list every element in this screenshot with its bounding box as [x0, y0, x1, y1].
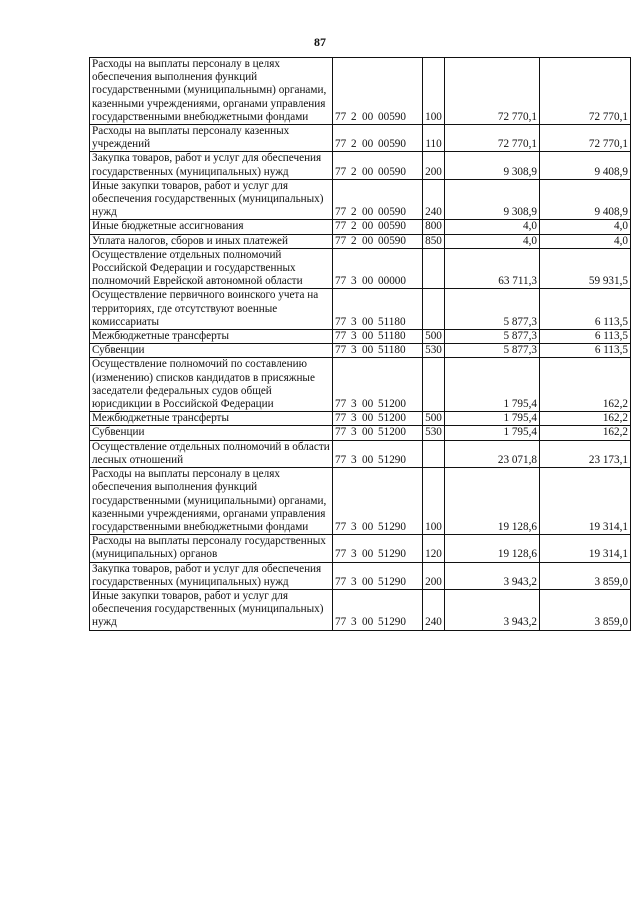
- row-expense-type: 500: [423, 412, 445, 426]
- row-amount-year1: 4,0: [445, 234, 540, 248]
- code-part: 51290: [378, 453, 406, 466]
- row-name: Расходы на выплаты персоналу казенных учреждений: [90, 125, 333, 152]
- table-row: [90, 58, 631, 125]
- row-amount-year1: 9 308,9: [445, 152, 540, 179]
- row-amount-year1: 1 795,4: [445, 358, 540, 412]
- row-amount-year1: 3 943,2: [445, 562, 540, 589]
- row-code: [333, 248, 423, 289]
- code-part: 77: [335, 234, 347, 247]
- row-code: [333, 330, 423, 344]
- row-expense-type: 100: [423, 468, 445, 535]
- row-name: Субвенции: [90, 344, 333, 358]
- row-name: Субвенции: [90, 426, 333, 440]
- code-part: 00: [362, 616, 374, 629]
- code-part: 00: [362, 165, 374, 178]
- code-part: 00: [362, 275, 374, 288]
- budget-table: [89, 57, 631, 631]
- row-amount-year1: 9 308,9: [445, 179, 540, 220]
- row-expense-type: 850: [423, 234, 445, 248]
- row-amount-year2: 6 113,5: [540, 344, 631, 358]
- code-part: 00: [362, 138, 374, 151]
- code-part: 3: [351, 548, 357, 561]
- code-part: 00590: [378, 110, 406, 123]
- table-row: [90, 344, 631, 358]
- table-row: [90, 248, 631, 289]
- row-code: [333, 234, 423, 248]
- row-amount-year2: 162,2: [540, 426, 631, 440]
- code-part: 77: [335, 520, 347, 533]
- row-amount-year2: 72 770,1: [540, 125, 631, 152]
- row-amount-year2: 23 173,1: [540, 440, 631, 467]
- row-name: Осуществление отдельных полномочий Российской Федерации и государственных полномочий Еврейской автономной области: [90, 248, 333, 289]
- code-part: 00: [362, 398, 374, 411]
- row-expense-type: 240: [423, 179, 445, 220]
- code-part: 00: [362, 344, 374, 357]
- code-part: 00: [362, 110, 374, 123]
- code-part: 00590: [378, 138, 406, 151]
- table-row: [90, 289, 631, 330]
- row-amount-year2: 162,2: [540, 358, 631, 412]
- code-part: 3: [351, 616, 357, 629]
- row-amount-year2: 9 408,9: [540, 152, 631, 179]
- row-amount-year2: 9 408,9: [540, 179, 631, 220]
- row-amount-year1: 1 795,4: [445, 412, 540, 426]
- table-row: [90, 589, 631, 630]
- row-expense-type: [423, 358, 445, 412]
- code-part: 00000: [378, 275, 406, 288]
- code-part: 00: [362, 412, 374, 425]
- table-row: [90, 358, 631, 412]
- row-code: [333, 535, 423, 562]
- code-part: 00: [362, 234, 374, 247]
- code-part: 3: [351, 330, 357, 343]
- row-expense-type: 200: [423, 152, 445, 179]
- row-amount-year1: 5 877,3: [445, 330, 540, 344]
- row-amount-year2: 59 931,5: [540, 248, 631, 289]
- table-row: [90, 468, 631, 535]
- code-part: 51180: [378, 315, 406, 328]
- row-amount-year2: 6 113,5: [540, 330, 631, 344]
- code-part: 3: [351, 344, 357, 357]
- code-part: 3: [351, 575, 357, 588]
- row-code: [333, 289, 423, 330]
- code-part: 00590: [378, 206, 406, 219]
- row-expense-type: 500: [423, 330, 445, 344]
- code-part: 51200: [378, 398, 406, 411]
- code-part: 77: [335, 275, 347, 288]
- code-part: 2: [351, 110, 357, 123]
- table-row: [90, 426, 631, 440]
- code-part: 3: [351, 398, 357, 411]
- row-amount-year1: 63 711,3: [445, 248, 540, 289]
- row-expense-type: 100: [423, 58, 445, 125]
- table-row: [90, 330, 631, 344]
- row-name: Расходы на выплаты персоналу в целях обеспечения выполнения функций государственными (муниципальными) органами, казенными учреждениями, органами управления государственными внебюджетными фондами: [90, 468, 333, 535]
- code-part: 00: [362, 315, 374, 328]
- code-part: 3: [351, 275, 357, 288]
- code-part: 77: [335, 110, 347, 123]
- table-row: [90, 220, 631, 234]
- code-part: 51180: [378, 344, 406, 357]
- code-part: 51290: [378, 520, 406, 533]
- row-amount-year2: 4,0: [540, 234, 631, 248]
- table-row: [90, 179, 631, 220]
- row-amount-year1: 3 943,2: [445, 589, 540, 630]
- code-part: 77: [335, 330, 347, 343]
- row-code: [333, 152, 423, 179]
- code-part: 3: [351, 520, 357, 533]
- row-code: [333, 344, 423, 358]
- code-part: 51200: [378, 426, 406, 439]
- row-amount-year2: 19 314,1: [540, 535, 631, 562]
- row-amount-year1: 72 770,1: [445, 58, 540, 125]
- code-part: 2: [351, 206, 357, 219]
- row-amount-year2: 162,2: [540, 412, 631, 426]
- code-part: 77: [335, 575, 347, 588]
- row-name: Осуществление полномочий по составлению (изменению) списков кандидатов в присяжные заседатели федеральных судов общей юрисдикции в Российской Федерации: [90, 358, 333, 412]
- code-part: 00: [362, 220, 374, 233]
- row-amount-year1: 23 071,8: [445, 440, 540, 467]
- code-part: 2: [351, 220, 357, 233]
- code-part: 77: [335, 398, 347, 411]
- row-name: Уплата налогов, сборов и иных платежей: [90, 234, 333, 248]
- row-amount-year1: 1 795,4: [445, 426, 540, 440]
- row-code: [333, 589, 423, 630]
- code-part: 51290: [378, 616, 406, 629]
- code-part: 51290: [378, 575, 406, 588]
- row-name: Осуществление первичного воинского учета на территориях, где отсутствуют военные комиссариаты: [90, 289, 333, 330]
- code-part: 77: [335, 138, 347, 151]
- code-part: 3: [351, 453, 357, 466]
- code-part: 77: [335, 616, 347, 629]
- code-part: 00: [362, 206, 374, 219]
- code-part: 77: [335, 548, 347, 561]
- row-expense-type: 800: [423, 220, 445, 234]
- row-amount-year1: 5 877,3: [445, 344, 540, 358]
- row-code: [333, 562, 423, 589]
- table-row: [90, 440, 631, 467]
- code-part: 00: [362, 426, 374, 439]
- table-row: [90, 234, 631, 248]
- row-expense-type: [423, 289, 445, 330]
- row-amount-year1: 5 877,3: [445, 289, 540, 330]
- code-part: 00: [362, 453, 374, 466]
- row-name: Межбюджетные трансферты: [90, 330, 333, 344]
- code-part: 51200: [378, 412, 406, 425]
- code-part: 77: [335, 344, 347, 357]
- code-part: 77: [335, 426, 347, 439]
- page-number: 87: [314, 35, 326, 49]
- row-amount-year1: 19 128,6: [445, 468, 540, 535]
- row-name: Иные закупки товаров, работ и услуг для обеспечения государственных (муниципальных) нужд: [90, 589, 333, 630]
- row-expense-type: 200: [423, 562, 445, 589]
- row-code: [333, 468, 423, 535]
- row-code: [333, 358, 423, 412]
- row-expense-type: [423, 248, 445, 289]
- row-amount-year2: 19 314,1: [540, 468, 631, 535]
- row-expense-type: 530: [423, 344, 445, 358]
- row-code: [333, 412, 423, 426]
- row-name: Закупка товаров, работ и услуг для обеспечения государственных (муниципальных) нужд: [90, 562, 333, 589]
- code-part: 3: [351, 426, 357, 439]
- code-part: 2: [351, 234, 357, 247]
- code-part: 77: [335, 220, 347, 233]
- code-part: 00: [362, 548, 374, 561]
- row-code: [333, 179, 423, 220]
- table-row: [90, 562, 631, 589]
- code-part: 3: [351, 412, 357, 425]
- row-expense-type: 240: [423, 589, 445, 630]
- code-part: 2: [351, 165, 357, 178]
- code-part: 3: [351, 315, 357, 328]
- table-row: [90, 412, 631, 426]
- code-part: 51180: [378, 330, 406, 343]
- code-part: 77: [335, 412, 347, 425]
- row-name: Иные бюджетные ассигнования: [90, 220, 333, 234]
- row-name: Расходы на выплаты персоналу государственных (муниципальных) органов: [90, 535, 333, 562]
- row-expense-type: 120: [423, 535, 445, 562]
- code-part: 00590: [378, 220, 406, 233]
- table-row: [90, 152, 631, 179]
- row-name: Иные закупки товаров, работ и услуг для обеспечения государственных (муниципальных) нужд: [90, 179, 333, 220]
- code-part: 00590: [378, 165, 406, 178]
- table-row: [90, 535, 631, 562]
- code-part: 77: [335, 315, 347, 328]
- row-name: Осуществление отдельных полномочий в области лесных отношений: [90, 440, 333, 467]
- code-part: 77: [335, 453, 347, 466]
- row-amount-year2: 72 770,1: [540, 58, 631, 125]
- row-amount-year1: 72 770,1: [445, 125, 540, 152]
- code-part: 00590: [378, 234, 406, 247]
- row-code: [333, 426, 423, 440]
- row-code: [333, 125, 423, 152]
- code-part: 77: [335, 206, 347, 219]
- row-name: Расходы на выплаты персоналу в целях обеспечения выполнения функций государственными (муниципальнымн) органами, казенными учреждениями, органами управления государственными внебюджетными фондами: [90, 58, 333, 125]
- row-expense-type: 530: [423, 426, 445, 440]
- code-part: 77: [335, 165, 347, 178]
- code-part: 2: [351, 138, 357, 151]
- row-expense-type: 110: [423, 125, 445, 152]
- row-amount-year2: 3 859,0: [540, 562, 631, 589]
- row-code: [333, 58, 423, 125]
- row-amount-year2: 6 113,5: [540, 289, 631, 330]
- row-amount-year1: 4,0: [445, 220, 540, 234]
- row-amount-year1: 19 128,6: [445, 535, 540, 562]
- row-expense-type: [423, 440, 445, 467]
- code-part: 00: [362, 520, 374, 533]
- row-name: Закупка товаров, работ и услуг для обеспечения государственных (муниципальных) нужд: [90, 152, 333, 179]
- row-code: [333, 440, 423, 467]
- code-part: 51290: [378, 548, 406, 561]
- code-part: 00: [362, 575, 374, 588]
- code-part: 00: [362, 330, 374, 343]
- row-amount-year2: 3 859,0: [540, 589, 631, 630]
- table-row: [90, 125, 631, 152]
- row-amount-year2: 4,0: [540, 220, 631, 234]
- row-name: Межбюджетные трансферты: [90, 412, 333, 426]
- row-code: [333, 220, 423, 234]
